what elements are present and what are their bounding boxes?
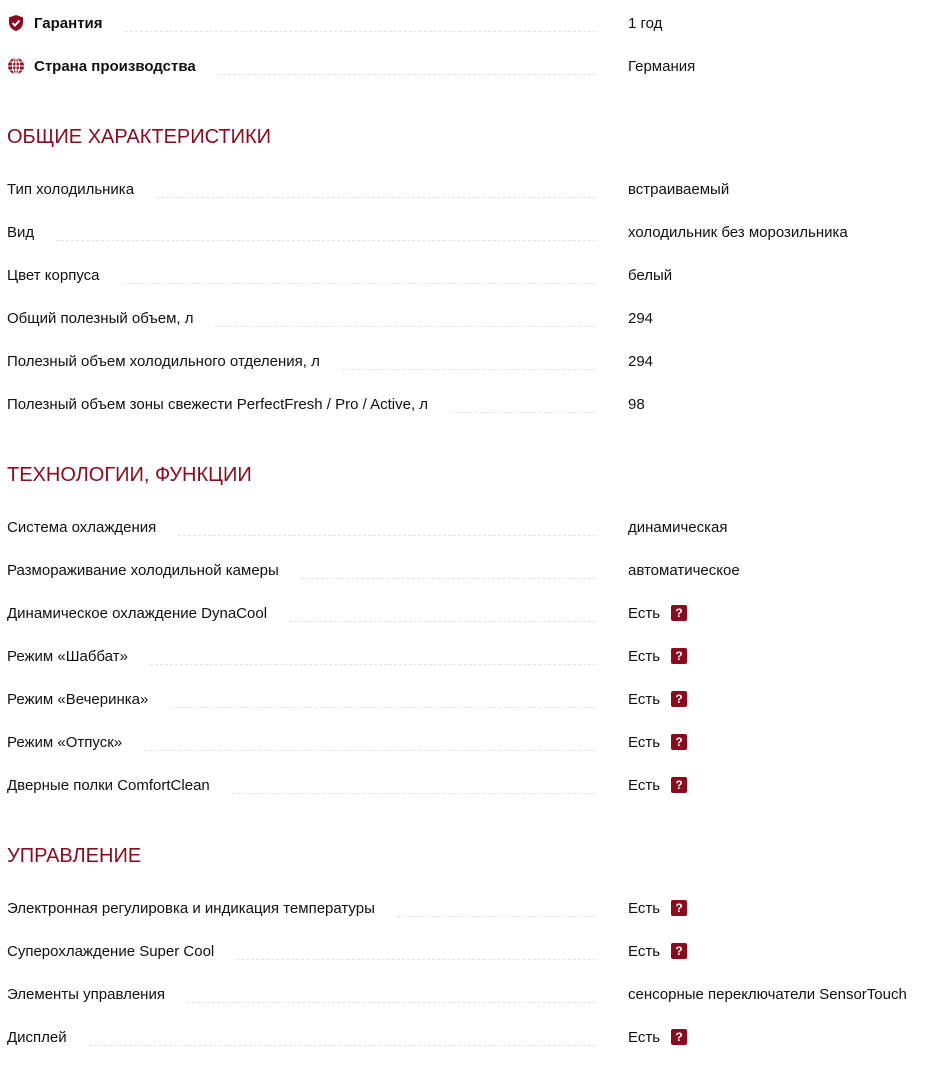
- spec-label: Дисплей: [7, 1028, 67, 1046]
- dotted-leader: [56, 240, 596, 241]
- spec-value-cell: [628, 15, 662, 32]
- spec-row: [7, 2, 927, 45]
- help-icon[interactable]: ?: [671, 777, 687, 793]
- spec-label: Гарантия: [34, 14, 103, 32]
- spec-value: Есть: [628, 942, 661, 960]
- help-icon[interactable]: ?: [671, 691, 687, 707]
- spec-row: [7, 45, 927, 88]
- spec-label: Режим «Вечеринка»: [7, 690, 149, 708]
- spec-label-cell: [7, 777, 596, 794]
- spec-label: Режим «Отпуск»: [7, 733, 123, 751]
- section-title: ОБЩИЕ ХАРАКТЕРИСТИКИ: [7, 125, 272, 148]
- spec-label-cell: [7, 648, 596, 665]
- spec-value-cell: [628, 1029, 687, 1046]
- spec-label-cell: [7, 57, 596, 75]
- spec-label-cell: [7, 310, 596, 327]
- spec-value-cell: [628, 986, 907, 1003]
- spec-value: Есть: [628, 604, 661, 622]
- spec-value-cell: [628, 605, 687, 622]
- spec-value-cell: [628, 562, 740, 579]
- spec-label: Электронная регулировка и индикация температуры: [7, 899, 375, 917]
- spec-row: [7, 721, 927, 764]
- spec-row: [7, 168, 927, 211]
- spec-value: 294: [628, 352, 654, 370]
- dotted-leader: [122, 283, 597, 284]
- spec-row: [7, 678, 927, 721]
- dotted-leader: [218, 74, 596, 75]
- dotted-leader: [289, 621, 596, 622]
- spec-label-cell: [7, 900, 596, 917]
- dotted-leader: [187, 1002, 596, 1003]
- help-icon[interactable]: ?: [671, 1029, 687, 1045]
- spec-label-cell: [7, 943, 596, 960]
- spec-value: 294: [628, 309, 654, 327]
- spec-row: [7, 930, 927, 973]
- spec-row: [7, 506, 927, 549]
- spec-row: [7, 1016, 927, 1059]
- spec-label: Система охлаждения: [7, 518, 157, 536]
- spec-value: встраиваемый: [628, 180, 730, 198]
- spec-value: Есть: [628, 776, 661, 794]
- dotted-leader: [342, 369, 596, 370]
- spec-value-cell: [628, 734, 687, 751]
- spec-value: автоматическое: [628, 561, 740, 579]
- spec-label-cell: [7, 986, 596, 1003]
- spec-label-cell: [7, 691, 596, 708]
- spec-label: Тип холодильника: [7, 180, 135, 198]
- spec-label: Динамическое охлаждение DynaCool: [7, 604, 268, 622]
- spec-row: [7, 764, 927, 807]
- help-icon[interactable]: ?: [671, 943, 687, 959]
- spec-label: Дверные полки ComfortClean: [7, 776, 210, 794]
- dotted-leader: [301, 578, 596, 579]
- spec-value-cell: [628, 181, 729, 198]
- spec-label-cell: [7, 181, 596, 198]
- spec-value: 1 год: [628, 14, 663, 32]
- spec-label-cell: [7, 267, 596, 284]
- spec-label-cell: [7, 353, 596, 370]
- dotted-leader: [178, 535, 596, 536]
- spec-label: Режим «Шаббат»: [7, 647, 128, 665]
- spec-row: [7, 383, 927, 426]
- dotted-leader: [232, 793, 596, 794]
- spec-value-cell: [628, 777, 687, 794]
- spec-value: холодильник без морозильника: [628, 223, 848, 241]
- spec-label: Вид: [7, 223, 35, 241]
- spec-value-cell: [628, 353, 653, 370]
- spec-value: белый: [628, 266, 673, 284]
- spec-value-cell: [628, 396, 645, 413]
- dotted-leader: [450, 412, 596, 413]
- spec-value-cell: [628, 900, 687, 917]
- spec-label: Полезный объем зоны свежести PerfectFresh / Pro / Active, л: [7, 395, 429, 413]
- spec-label: Общий полезный объем, л: [7, 309, 194, 327]
- dotted-leader: [125, 31, 596, 32]
- dotted-leader: [150, 664, 596, 665]
- spec-value: сенсорные переключатели SensorTouch: [628, 985, 907, 1003]
- dotted-leader: [144, 750, 596, 751]
- spec-label: Полезный объем холодильного отделения, л: [7, 352, 320, 370]
- spec-value-cell: [628, 943, 687, 960]
- spec-value: динамическая: [628, 518, 728, 536]
- spec-value-cell: [628, 691, 687, 708]
- dotted-leader: [215, 326, 596, 327]
- spec-row: [7, 973, 927, 1016]
- spec-label-cell: [7, 519, 596, 536]
- spec-value-cell: [628, 648, 687, 665]
- spec-value-cell: [628, 224, 848, 241]
- spec-row: [7, 297, 927, 340]
- help-icon[interactable]: ?: [671, 648, 687, 664]
- spec-label: Цвет корпуса: [7, 266, 100, 284]
- shield-check-icon: [7, 14, 25, 32]
- dotted-leader: [397, 916, 596, 917]
- spec-row: [7, 254, 927, 297]
- spec-label-cell: [7, 224, 596, 241]
- spec-value: Германия: [628, 57, 696, 75]
- spec-value: Есть: [628, 899, 661, 917]
- spec-row: [7, 635, 927, 678]
- spec-row: [7, 592, 927, 635]
- dotted-leader: [236, 959, 596, 960]
- spec-label-cell: [7, 14, 596, 32]
- spec-value: Есть: [628, 733, 661, 751]
- spec-value: 98: [628, 395, 645, 413]
- spec-row: [7, 549, 927, 592]
- spec-label-cell: [7, 605, 596, 622]
- help-icon[interactable]: ?: [671, 734, 687, 750]
- spec-value-cell: [628, 58, 695, 75]
- spec-label: Элементы управления: [7, 985, 165, 1003]
- spec-label-cell: [7, 396, 596, 413]
- dotted-leader: [156, 197, 596, 198]
- dotted-leader: [89, 1045, 596, 1046]
- spec-value-cell: [628, 310, 653, 327]
- spec-label-cell: [7, 1029, 596, 1046]
- spec-row: [7, 340, 927, 383]
- spec-label: Суперохлаждение Super Cool: [7, 942, 215, 960]
- section-title: УПРАВЛЕНИЕ: [7, 844, 142, 867]
- spec-value: Есть: [628, 1028, 661, 1046]
- help-icon[interactable]: ?: [671, 900, 687, 916]
- spec-value-cell: [628, 267, 672, 284]
- spec-row: [7, 887, 927, 930]
- globe-icon: [7, 57, 25, 75]
- spec-value: Есть: [628, 647, 661, 665]
- section-title: ТЕХНОЛОГИИ, ФУНКЦИИ: [7, 463, 252, 486]
- spec-row: [7, 211, 927, 254]
- spec-value-cell: [628, 519, 727, 536]
- spec-value: Есть: [628, 690, 661, 708]
- spec-label: Страна производства: [34, 57, 196, 75]
- spec-label-cell: [7, 562, 596, 579]
- help-icon[interactable]: ?: [671, 605, 687, 621]
- dotted-leader: [170, 707, 596, 708]
- spec-label-cell: [7, 734, 596, 751]
- spec-label: Размораживание холодильной камеры: [7, 561, 279, 579]
